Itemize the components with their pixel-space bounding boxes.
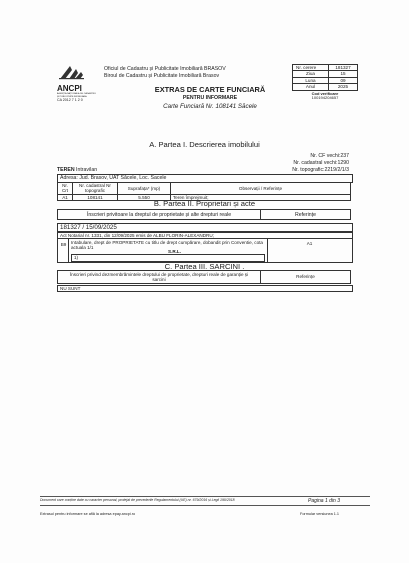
old-cadastral-number: Nr. cadastral vechi:1290 xyxy=(293,160,349,166)
col-entries: Înscrieri privitoare la dreptul de proprietate și alte drepturi reale xyxy=(58,210,261,220)
owner-row xyxy=(71,254,265,262)
entry-number: B9 xyxy=(60,242,67,247)
entry-description: Intabulare, drept de PROPRIETATE cu titlu de drept cumpărare, dobandit prin Conventie, cota actuala 1/1 xyxy=(71,240,263,251)
cell-area: 5.550 xyxy=(118,194,171,200)
ancpi-logo xyxy=(57,64,97,102)
col-area: Suprafața* (mp) xyxy=(118,183,171,195)
ownership-entry xyxy=(57,238,353,263)
document-subtitle: PENTRU INFORMARE xyxy=(182,95,238,101)
request-table xyxy=(292,64,358,91)
request-registration: 181327 / 15/09/2025 xyxy=(57,223,353,232)
form-version: Formular versiunea 1.1 xyxy=(300,512,340,516)
col-nr-crt: Nr. Crt xyxy=(58,183,73,195)
charges-row: NU SUNT xyxy=(57,285,353,292)
day-value: 15 xyxy=(329,71,358,77)
bureau-name: Biroul de Cadastru și Publicitate Imobiliară Brasov xyxy=(104,73,220,79)
verification-code-value: 100194204657 xyxy=(311,95,339,101)
col-charges-references: Referințe xyxy=(261,271,351,284)
logo-text: ANCPI xyxy=(57,84,82,93)
old-cf-number: Nr. CF vechi:237 xyxy=(310,153,349,159)
logo-code: CA 2012 7 1 2 0 xyxy=(57,98,83,103)
month-value: 09 xyxy=(329,77,358,83)
day-label: Ziua xyxy=(293,71,329,77)
request-number-value: 181327 xyxy=(329,65,358,71)
col-references: Referințe xyxy=(261,210,351,220)
verify-note: Extrasul pentru informare se află la adresa epay.ancpi.ro xyxy=(40,512,136,516)
request-number-label: Nr. cerere xyxy=(293,65,329,71)
notarial-act: Act Notarial nr. 1331, din 12/09/2025 emis de ALBU FLORIN-ALEXANDRU; xyxy=(57,232,353,239)
request-box xyxy=(292,64,358,101)
year-value: 2025 xyxy=(329,84,358,90)
property-type xyxy=(57,167,97,173)
month-label: Luna xyxy=(293,77,329,83)
cell-observations: Teren împrejmuit; xyxy=(171,194,351,200)
office-name: Oficiul de Cadastru și Publicitate Imobiliară BRASOV xyxy=(104,66,226,72)
owner-name: S.R.L. xyxy=(168,249,182,254)
topographic-number: Nr. topografic:2219/2/1/3 xyxy=(292,167,349,173)
part-a-heading: A. Partea I. Descrierea imobilului xyxy=(149,140,260,149)
property-type-rest: Intravilan xyxy=(74,167,98,173)
property-type-main: TEREN xyxy=(57,167,75,173)
logo-subtitle: AGENȚIA NAȚIONALĂ DE CADASTRU ȘI PUBLICITATE IMOBILIARĂ xyxy=(57,93,96,98)
col-cadastral: Nr. cadastral Nr topografic xyxy=(73,183,118,195)
col-charges: Înscrieri privind dezmembrămintele dreptului de proprietate, drepturi reale de garanție și sarcini xyxy=(58,271,261,284)
verification-code-label: Cod verificare xyxy=(311,90,339,96)
land-book-number: Carte Funciară Nr. 108141 Săcele xyxy=(163,103,257,110)
part-b-heading: B. Partea II. Proprietari și acte xyxy=(153,199,256,208)
part-c-heading: C. Partea III. SARCINI . xyxy=(164,262,245,271)
property-address: Adresa: Jud. Brasov, UAT Săcele, Loc. Sacele xyxy=(57,174,353,183)
ancpi-emblem-icon xyxy=(57,64,87,80)
page-number: Pagina 1 din 3 xyxy=(308,498,340,504)
owner-index: 1) xyxy=(74,255,79,260)
document-title: EXTRAS DE CARTE FUNCIARĂ xyxy=(154,85,266,94)
year-label: Anul xyxy=(293,84,329,90)
cell-nr-crt: A1 xyxy=(58,194,73,200)
personal-data-note: Document care conține date cu caracter personal, protejat de prevederile Regulamentului (UE) nr. 679/2016 și Legii 190/2018 xyxy=(40,498,235,502)
charges-table xyxy=(57,270,351,284)
owners-table xyxy=(57,209,351,220)
cell-cadastral: 108141 xyxy=(73,194,118,200)
col-observations: Observații / Referințe xyxy=(171,183,351,195)
entry-reference: A1 xyxy=(306,241,313,246)
